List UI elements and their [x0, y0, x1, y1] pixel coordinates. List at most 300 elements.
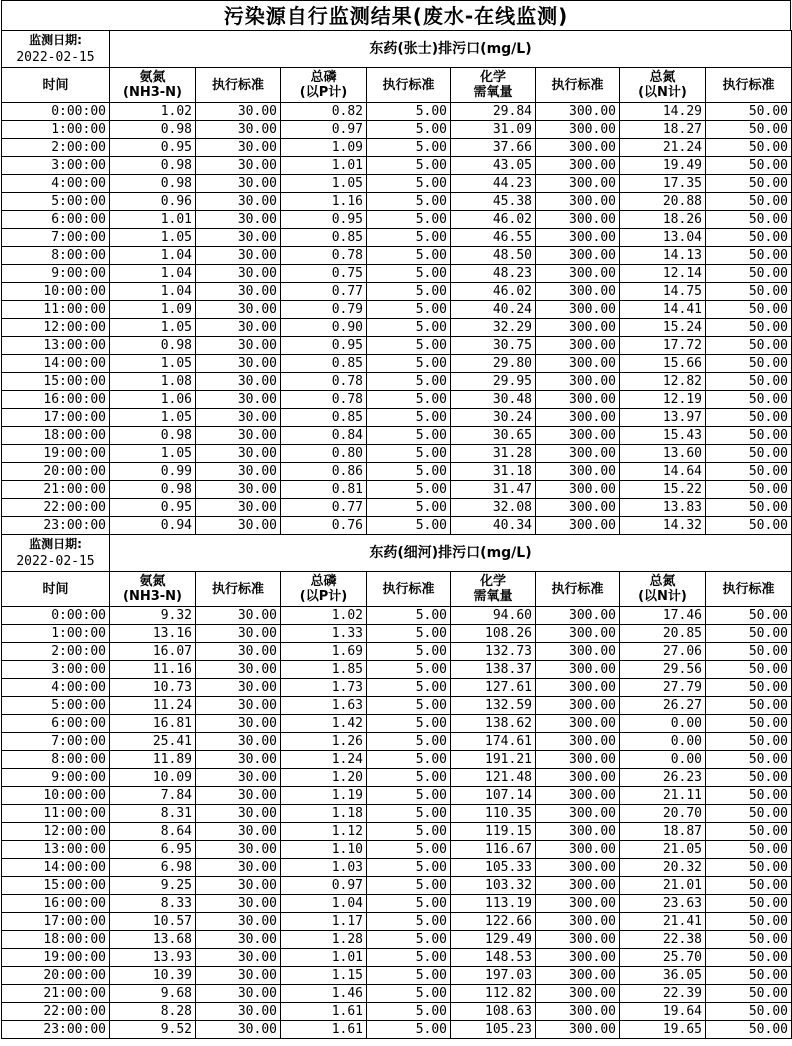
header-tp-line2: (以P计) — [299, 85, 348, 100]
tp-value: 1.28 — [281, 931, 367, 949]
time-cell: 0:00:00 — [2, 607, 110, 625]
cod-standard: 300.00 — [536, 319, 620, 337]
table-row — [2, 913, 792, 931]
tp-standard: 5.00 — [367, 445, 451, 463]
time-cell: 14:00:00 — [2, 859, 110, 877]
tn-standard: 50.00 — [706, 481, 792, 499]
header-time: 时间 — [2, 572, 110, 607]
tn-value: 13.83 — [620, 499, 706, 517]
time-cell: 22:00:00 — [2, 499, 110, 517]
time-cell: 23:00:00 — [2, 1021, 110, 1039]
time-cell: 21:00:00 — [2, 481, 110, 499]
tn-value: 27.06 — [620, 643, 706, 661]
report-title: 污染源自行监测结果(废水-在线监测) — [1, 0, 791, 30]
table-row — [2, 247, 792, 265]
tn-standard: 50.00 — [706, 913, 792, 931]
table-row — [2, 985, 792, 1003]
time-cell: 17:00:00 — [2, 409, 110, 427]
monitoring-date-label: 监测日期: — [29, 33, 82, 47]
header-nh3 — [110, 68, 196, 103]
tn-standard: 50.00 — [706, 1003, 792, 1021]
tn-standard: 50.00 — [706, 229, 792, 247]
nh3-standard: 30.00 — [196, 247, 281, 265]
cod-standard: 300.00 — [536, 679, 620, 697]
tp-value: 0.84 — [281, 427, 367, 445]
cod-value: 43.05 — [451, 157, 536, 175]
nh3-standard: 30.00 — [196, 1003, 281, 1021]
header-tn — [620, 572, 706, 607]
tn-value: 23.63 — [620, 895, 706, 913]
nh3-value: 0.99 — [110, 463, 196, 481]
tn-standard: 50.00 — [706, 427, 792, 445]
table-row — [2, 121, 792, 139]
header-tp-line1: 总磷 — [310, 70, 337, 85]
time-cell: 11:00:00 — [2, 301, 110, 319]
tp-value: 0.95 — [281, 337, 367, 355]
time-cell: 7:00:00 — [2, 229, 110, 247]
cod-value: 129.49 — [451, 931, 536, 949]
tn-value: 15.24 — [620, 319, 706, 337]
nh3-value: 13.16 — [110, 625, 196, 643]
tp-value: 0.79 — [281, 301, 367, 319]
cod-value: 40.24 — [451, 301, 536, 319]
cod-value: 46.02 — [451, 211, 536, 229]
nh3-value: 0.98 — [110, 337, 196, 355]
cod-standard: 300.00 — [536, 751, 620, 769]
tp-standard: 5.00 — [367, 121, 451, 139]
header-tp — [281, 572, 367, 607]
table-row — [2, 157, 792, 175]
cod-value: 30.48 — [451, 391, 536, 409]
tp-value: 1.63 — [281, 697, 367, 715]
tp-standard: 5.00 — [367, 337, 451, 355]
table-row — [2, 859, 792, 877]
nh3-standard: 30.00 — [196, 913, 281, 931]
nh3-standard: 30.00 — [196, 391, 281, 409]
header-standard: 执行标准 — [367, 68, 451, 103]
table-row — [2, 409, 792, 427]
tp-value: 1.19 — [281, 787, 367, 805]
table-row — [2, 877, 792, 895]
nh3-value: 7.84 — [110, 787, 196, 805]
nh3-value: 11.89 — [110, 751, 196, 769]
tn-value: 17.72 — [620, 337, 706, 355]
tp-value: 1.69 — [281, 643, 367, 661]
tn-value: 19.64 — [620, 1003, 706, 1021]
nh3-value: 9.25 — [110, 877, 196, 895]
tn-standard: 50.00 — [706, 373, 792, 391]
tp-value: 0.85 — [281, 355, 367, 373]
tn-value: 0.00 — [620, 733, 706, 751]
tn-standard: 50.00 — [706, 733, 792, 751]
nh3-standard: 30.00 — [196, 139, 281, 157]
cod-value: 31.47 — [451, 481, 536, 499]
time-cell: 14:00:00 — [2, 355, 110, 373]
tn-value: 12.82 — [620, 373, 706, 391]
tn-value: 14.13 — [620, 247, 706, 265]
cod-value: 138.37 — [451, 661, 536, 679]
time-cell: 19:00:00 — [2, 949, 110, 967]
header-cod-line2: 需氧量 — [473, 85, 513, 100]
tn-standard: 50.00 — [706, 661, 792, 679]
cod-standard: 300.00 — [536, 193, 620, 211]
cod-value: 40.34 — [451, 517, 536, 535]
table-row — [2, 841, 792, 859]
header-cod-line1: 化学 — [479, 574, 506, 589]
table-row — [2, 733, 792, 751]
nh3-standard: 30.00 — [196, 931, 281, 949]
cod-standard: 300.00 — [536, 643, 620, 661]
nh3-standard: 30.00 — [196, 877, 281, 895]
tp-standard: 5.00 — [367, 625, 451, 643]
tp-standard: 5.00 — [367, 661, 451, 679]
tp-standard: 5.00 — [367, 319, 451, 337]
time-cell: 10:00:00 — [2, 283, 110, 301]
time-cell: 8:00:00 — [2, 751, 110, 769]
tn-value: 20.88 — [620, 193, 706, 211]
nh3-standard: 30.00 — [196, 445, 281, 463]
header-nh3-line1: 氨氮 — [139, 574, 166, 589]
tn-standard: 50.00 — [706, 139, 792, 157]
tp-value: 1.18 — [281, 805, 367, 823]
header-tp — [281, 68, 367, 103]
tp-value: 0.97 — [281, 877, 367, 895]
time-cell: 13:00:00 — [2, 841, 110, 859]
tp-standard: 5.00 — [367, 679, 451, 697]
tn-standard: 50.00 — [706, 265, 792, 283]
nh3-standard: 30.00 — [196, 373, 281, 391]
cod-value: 32.29 — [451, 319, 536, 337]
table-row — [2, 787, 792, 805]
tp-standard: 5.00 — [367, 931, 451, 949]
nh3-standard: 30.00 — [196, 949, 281, 967]
cod-standard: 300.00 — [536, 787, 620, 805]
time-cell: 5:00:00 — [2, 697, 110, 715]
table-row — [2, 895, 792, 913]
cod-value: 29.80 — [451, 355, 536, 373]
time-cell: 16:00:00 — [2, 895, 110, 913]
nh3-standard: 30.00 — [196, 895, 281, 913]
tn-value: 18.27 — [620, 121, 706, 139]
time-cell: 7:00:00 — [2, 733, 110, 751]
cod-value: 30.75 — [451, 337, 536, 355]
tp-value: 1.09 — [281, 139, 367, 157]
cod-standard: 300.00 — [536, 391, 620, 409]
time-cell: 22:00:00 — [2, 1003, 110, 1021]
nh3-value: 11.16 — [110, 661, 196, 679]
section-site-row — [2, 31, 792, 68]
tn-value: 14.75 — [620, 283, 706, 301]
column-header-row — [2, 68, 792, 103]
nh3-standard: 30.00 — [196, 661, 281, 679]
time-cell: 2:00:00 — [2, 139, 110, 157]
header-tn-line2: (以N计) — [638, 589, 687, 604]
cod-standard: 300.00 — [536, 769, 620, 787]
tp-standard: 5.00 — [367, 877, 451, 895]
cod-standard: 300.00 — [536, 211, 620, 229]
outlet-name: 东药(细河)排污口(mg/L) — [110, 535, 792, 572]
nh3-standard: 30.00 — [196, 805, 281, 823]
header-cod — [451, 572, 536, 607]
nh3-standard: 30.00 — [196, 967, 281, 985]
tp-standard: 5.00 — [367, 283, 451, 301]
nh3-standard: 30.00 — [196, 157, 281, 175]
tp-value: 1.46 — [281, 985, 367, 1003]
cod-standard: 300.00 — [536, 931, 620, 949]
table-row — [2, 139, 792, 157]
cod-standard: 300.00 — [536, 877, 620, 895]
header-nh3-line2: (NH3-N) — [123, 85, 182, 100]
tp-standard: 5.00 — [367, 481, 451, 499]
cod-value: 107.14 — [451, 787, 536, 805]
table-row — [2, 517, 792, 535]
outlet-name: 东药(张士)排污口(mg/L) — [110, 31, 792, 68]
nh3-standard: 30.00 — [196, 409, 281, 427]
header-tn-line2: (以N计) — [638, 85, 687, 100]
nh3-value: 1.09 — [110, 301, 196, 319]
cod-value: 46.55 — [451, 229, 536, 247]
tn-standard: 50.00 — [706, 769, 792, 787]
tp-value: 1.05 — [281, 175, 367, 193]
monitoring-date — [2, 535, 110, 572]
tp-standard: 5.00 — [367, 409, 451, 427]
tn-standard: 50.00 — [706, 445, 792, 463]
time-cell: 11:00:00 — [2, 805, 110, 823]
cod-standard: 300.00 — [536, 625, 620, 643]
nh3-value: 1.01 — [110, 211, 196, 229]
nh3-standard: 30.00 — [196, 823, 281, 841]
monitoring-report — [1, 0, 791, 1039]
cod-value: 132.59 — [451, 697, 536, 715]
tn-value: 29.56 — [620, 661, 706, 679]
header-tn — [620, 68, 706, 103]
monitoring-table — [1, 30, 792, 1039]
tn-standard: 50.00 — [706, 409, 792, 427]
nh3-standard: 30.00 — [196, 283, 281, 301]
nh3-value: 6.95 — [110, 841, 196, 859]
time-cell: 4:00:00 — [2, 679, 110, 697]
tp-value: 0.82 — [281, 103, 367, 121]
time-cell: 1:00:00 — [2, 625, 110, 643]
monitoring-date-label: 监测日期: — [29, 537, 82, 551]
header-standard: 执行标准 — [706, 572, 792, 607]
tn-value: 13.60 — [620, 445, 706, 463]
nh3-standard: 30.00 — [196, 715, 281, 733]
cod-standard: 300.00 — [536, 265, 620, 283]
tn-value: 25.70 — [620, 949, 706, 967]
nh3-value: 1.06 — [110, 391, 196, 409]
tn-value: 21.05 — [620, 841, 706, 859]
tn-standard: 50.00 — [706, 157, 792, 175]
nh3-standard: 30.00 — [196, 355, 281, 373]
nh3-standard: 30.00 — [196, 265, 281, 283]
nh3-standard: 30.00 — [196, 841, 281, 859]
nh3-standard: 30.00 — [196, 517, 281, 535]
tp-value: 1.20 — [281, 769, 367, 787]
tn-standard: 50.00 — [706, 319, 792, 337]
nh3-standard: 30.00 — [196, 985, 281, 1003]
tn-value: 18.26 — [620, 211, 706, 229]
tn-standard: 50.00 — [706, 463, 792, 481]
cod-value: 112.82 — [451, 985, 536, 1003]
cod-value: 48.23 — [451, 265, 536, 283]
tp-standard: 5.00 — [367, 949, 451, 967]
header-standard: 执行标准 — [706, 68, 792, 103]
table-row — [2, 355, 792, 373]
tp-standard: 5.00 — [367, 427, 451, 445]
tp-value: 1.42 — [281, 715, 367, 733]
tn-value: 20.85 — [620, 625, 706, 643]
nh3-standard: 30.00 — [196, 625, 281, 643]
table-row — [2, 427, 792, 445]
tn-value: 22.38 — [620, 931, 706, 949]
cod-value: 105.23 — [451, 1021, 536, 1039]
monitoring-date — [2, 31, 110, 68]
cod-standard: 300.00 — [536, 175, 620, 193]
tp-value: 0.95 — [281, 211, 367, 229]
table-row — [2, 499, 792, 517]
nh3-value: 1.05 — [110, 355, 196, 373]
cod-value: 132.73 — [451, 643, 536, 661]
nh3-value: 10.73 — [110, 679, 196, 697]
cod-standard: 300.00 — [536, 229, 620, 247]
nh3-standard: 30.00 — [196, 211, 281, 229]
nh3-value: 13.68 — [110, 931, 196, 949]
time-cell: 18:00:00 — [2, 931, 110, 949]
nh3-value: 9.52 — [110, 1021, 196, 1039]
tn-standard: 50.00 — [706, 283, 792, 301]
tp-standard: 5.00 — [367, 373, 451, 391]
tn-value: 0.00 — [620, 751, 706, 769]
nh3-value: 0.98 — [110, 427, 196, 445]
nh3-value: 1.05 — [110, 445, 196, 463]
table-row — [2, 193, 792, 211]
tn-value: 0.00 — [620, 715, 706, 733]
nh3-standard: 30.00 — [196, 859, 281, 877]
cod-standard: 300.00 — [536, 157, 620, 175]
nh3-value: 8.33 — [110, 895, 196, 913]
nh3-value: 0.96 — [110, 193, 196, 211]
table-row — [2, 481, 792, 499]
table-row — [2, 643, 792, 661]
time-cell: 6:00:00 — [2, 211, 110, 229]
tp-value: 1.12 — [281, 823, 367, 841]
cod-value: 108.26 — [451, 625, 536, 643]
cod-standard: 300.00 — [536, 337, 620, 355]
cod-value: 122.66 — [451, 913, 536, 931]
tn-standard: 50.00 — [706, 985, 792, 1003]
nh3-standard: 30.00 — [196, 751, 281, 769]
table-row — [2, 103, 792, 121]
cod-value: 110.35 — [451, 805, 536, 823]
tp-standard: 5.00 — [367, 823, 451, 841]
nh3-value: 1.08 — [110, 373, 196, 391]
nh3-standard: 30.00 — [196, 193, 281, 211]
nh3-value: 0.98 — [110, 481, 196, 499]
tp-standard: 5.00 — [367, 913, 451, 931]
cod-value: 121.48 — [451, 769, 536, 787]
time-cell: 12:00:00 — [2, 319, 110, 337]
tp-value: 0.85 — [281, 409, 367, 427]
tn-value: 14.32 — [620, 517, 706, 535]
nh3-value: 1.05 — [110, 409, 196, 427]
table-row — [2, 211, 792, 229]
nh3-value: 10.57 — [110, 913, 196, 931]
cod-value: 197.03 — [451, 967, 536, 985]
tp-standard: 5.00 — [367, 1003, 451, 1021]
tp-value: 1.02 — [281, 607, 367, 625]
tp-value: 0.76 — [281, 517, 367, 535]
header-cod — [451, 68, 536, 103]
tn-value: 13.04 — [620, 229, 706, 247]
table-row — [2, 463, 792, 481]
nh3-standard: 30.00 — [196, 103, 281, 121]
cod-standard: 300.00 — [536, 607, 620, 625]
time-cell: 5:00:00 — [2, 193, 110, 211]
cod-value: 191.21 — [451, 751, 536, 769]
tp-value: 0.77 — [281, 283, 367, 301]
tn-standard: 50.00 — [706, 949, 792, 967]
time-cell: 9:00:00 — [2, 769, 110, 787]
tn-value: 26.27 — [620, 697, 706, 715]
header-cod-line1: 化学 — [479, 70, 506, 85]
nh3-value: 10.39 — [110, 967, 196, 985]
nh3-value: 16.07 — [110, 643, 196, 661]
cod-value: 127.61 — [451, 679, 536, 697]
tp-value: 1.10 — [281, 841, 367, 859]
tn-standard: 50.00 — [706, 787, 792, 805]
cod-value: 148.53 — [451, 949, 536, 967]
tp-standard: 5.00 — [367, 751, 451, 769]
tp-standard: 5.00 — [367, 265, 451, 283]
table-row — [2, 625, 792, 643]
table-row — [2, 337, 792, 355]
cod-value: 116.67 — [451, 841, 536, 859]
nh3-value: 1.04 — [110, 283, 196, 301]
tn-value: 27.79 — [620, 679, 706, 697]
nh3-standard: 30.00 — [196, 769, 281, 787]
tn-value: 36.05 — [620, 967, 706, 985]
tp-value: 0.78 — [281, 391, 367, 409]
tn-standard: 50.00 — [706, 1021, 792, 1039]
tp-value: 1.24 — [281, 751, 367, 769]
nh3-value: 1.04 — [110, 247, 196, 265]
tp-value: 0.85 — [281, 229, 367, 247]
tn-standard: 50.00 — [706, 391, 792, 409]
tn-standard: 50.00 — [706, 121, 792, 139]
cod-value: 37.66 — [451, 139, 536, 157]
cod-standard: 300.00 — [536, 805, 620, 823]
nh3-value: 1.05 — [110, 319, 196, 337]
time-cell: 12:00:00 — [2, 823, 110, 841]
cod-value: 29.95 — [451, 373, 536, 391]
tn-value: 19.65 — [620, 1021, 706, 1039]
tn-standard: 50.00 — [706, 193, 792, 211]
nh3-value: 10.09 — [110, 769, 196, 787]
cod-standard: 300.00 — [536, 715, 620, 733]
cod-standard: 300.00 — [536, 859, 620, 877]
nh3-standard: 30.00 — [196, 319, 281, 337]
nh3-value: 1.02 — [110, 103, 196, 121]
tp-standard: 5.00 — [367, 859, 451, 877]
tp-standard: 5.00 — [367, 715, 451, 733]
nh3-value: 0.95 — [110, 139, 196, 157]
tn-standard: 50.00 — [706, 715, 792, 733]
header-tp-line2: (以P计) — [299, 589, 348, 604]
table-row — [2, 607, 792, 625]
cod-value: 30.24 — [451, 409, 536, 427]
tp-standard: 5.00 — [367, 103, 451, 121]
